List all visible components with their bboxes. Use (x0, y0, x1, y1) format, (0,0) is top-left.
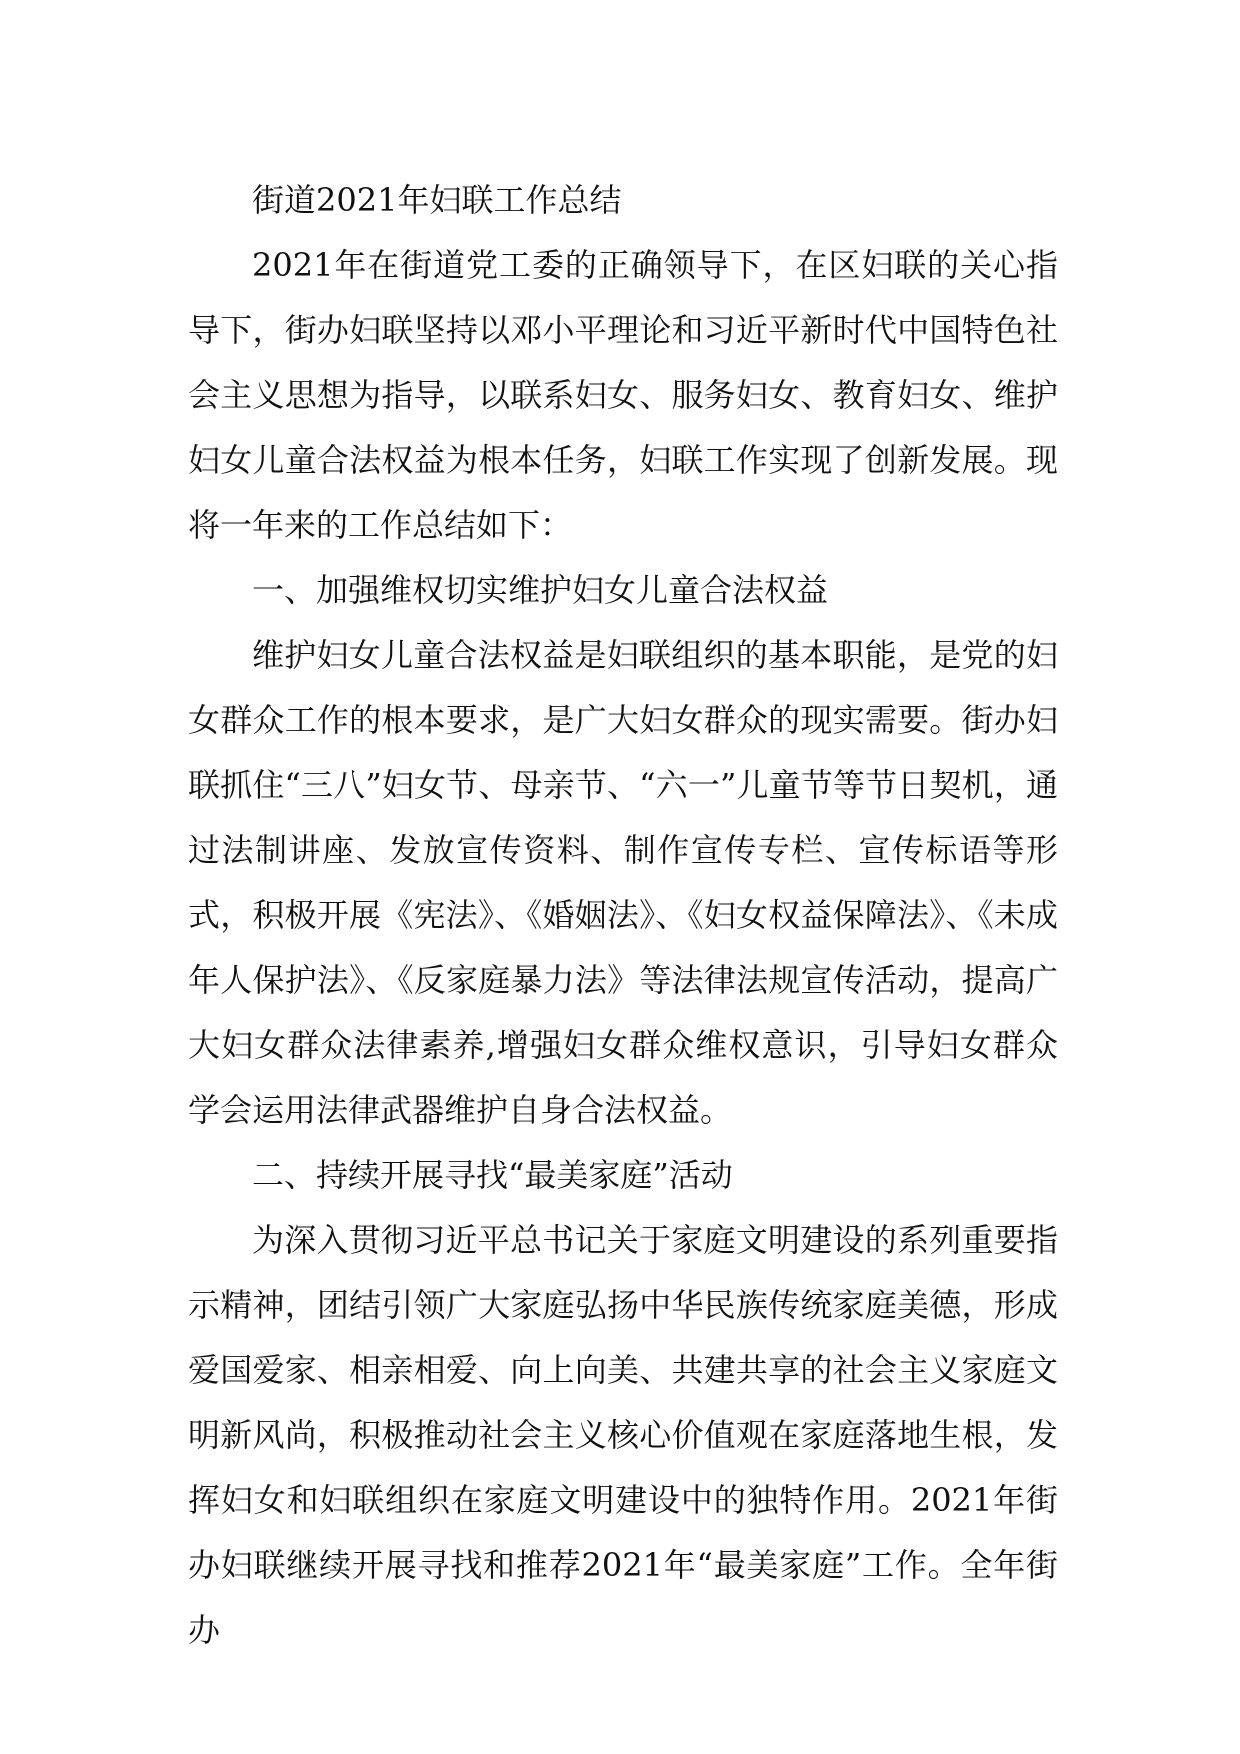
document-title: 街道2021年妇联工作总结 (252, 181, 622, 219)
document-body (188, 168, 1058, 1663)
section-heading-1: 一、加强维权切实维护妇女儿童合法权益 (252, 571, 829, 609)
paragraph-section-1: 维护妇女儿童合法权益是妇联组织的基本职能，是党的妇女群众工作的根本要求，是广大妇女群众的现实需要。街办妇联抓住“三八”妇女节、母亲节、“六一”儿童节等节日契机，通过法制讲座、发放宣传资料、制作宣传专栏、宣传标语等形式，积极开展《宪法》、《婚姻法》、《妇女权益保障法》、《未成年人保护法》、《反家庭暴力法》等法律法规宣传活动，提高广大妇女群众法律素养,增强妇女群众维权意识，引导妇女群众学会运用法律武器维护自身合法权益。 (188, 636, 1058, 1129)
paragraph-section-2: 为深入贯彻习近平总书记关于家庭文明建设的系列重要指示精神，团结引领广大家庭弘扬中华民族传统家庭美德，形成爱国爱家、相亲相爱、向上向美、共建共享的社会主义家庭文明新风尚，积极推动社会主义核心价值观在家庭落地生根，发挥妇女和妇联组织在家庭文明建设中的独特作用。2021年街办妇联继续开展寻找和推荐2021年“最美家庭”工作。全年街办 (188, 1221, 1058, 1649)
section-heading-2: 二、持续开展寻找“最美家庭”活动 (252, 1156, 733, 1194)
paragraph-intro: 2021年在街道党工委的正确领导下，在区妇联的关心指导下，街办妇联坚持以邓小平理论和习近平新时代中国特色社会主义思想为指导，以联系妇女、服务妇女、教育妇女、维护妇女儿童合法权益为根本任务，妇联工作实现了创新发展。现将一年来的工作总结如下： (188, 246, 1058, 544)
